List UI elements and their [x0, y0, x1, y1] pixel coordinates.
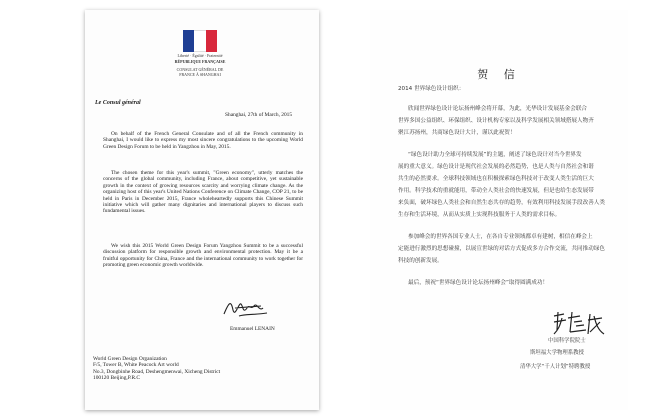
logo-republic: RÉPUBLIQUE FRANÇAISE: [174, 59, 226, 64]
para3-line2: 定能进行激烈的思想碰撞，以展宣世绿的对话方式促成多方合作交流，共同推动绿色: [398, 246, 605, 252]
letter-paragraph-3: We wish this 2015 World Green Design Forum Yangzhou Summit to be a successful discussion platform for responsible growth and environmental protection. May it be a fruitful opportunity for China, France and the international community to work together for promoting green economic growth worldwide.: [103, 243, 303, 269]
closing-line: 最后，预祝“世界绿色设计论坛扬州峰会”取得圆满成功！: [408, 280, 549, 286]
letter-paragraph-1: On behalf of the French General Consulate and of all the French community in Shanghai, I would like to express my most sincere congratulations to the upcoming World Green Design Forum to be held in Yangzhou in May, 2015.: [103, 131, 303, 150]
salutation: 2014 世界绿色设计组织：: [398, 86, 465, 92]
french-flag-icon: [183, 30, 217, 52]
para1-line1: 欣闻世界绿色设计论坛扬州峰会将开幕，为此，光华设计发展基金会联合: [408, 106, 588, 112]
address-line-2: F/5, Tower B, White Peacock Art world: [93, 362, 179, 369]
address-line-3: No.3, Dongbinhe Road, Deshengmenwai, Xicheng District: [93, 368, 221, 375]
letter-date: Shanghai, 27th of March, 2015: [225, 112, 293, 118]
logo-motto: Liberté · Égalité · Fraternité: [177, 53, 223, 58]
para1-line3: 聚江苏扬州，共商绿色设计大计，谨以此祝贺！: [398, 130, 516, 136]
letter-heading: Le Consul général: [95, 100, 141, 106]
chinese-handwritten-signature: [550, 308, 606, 338]
para2-line3: 共生的必然要求。全球科技领域也在积极探索绿色科技对于改变人类生活的巨大: [398, 176, 594, 182]
signer-title-1: 中国科学院院士: [548, 338, 586, 344]
para2-line5: 来负面，破坏绿色人类社会和自然生态共存的趋势，有效利用科技发展手段改善人类: [398, 200, 605, 206]
letter-title: 贺 信: [477, 68, 521, 81]
consulate-letter: [85, 10, 319, 410]
logo-consulate: CONSULAT GÉNÉRAL DE FRANCE À SHANGHAI: [176, 67, 224, 77]
para1-line2: 世界多国公益组织、环保组织、设计机构专家以及科学发展相关领域搭展人物齐: [398, 118, 594, 124]
signer-name: Emmanuel LENAIN: [230, 326, 275, 332]
para2-line2: 展的重大意义。绿色设计是现代社会发展的必然趋势，也是人类与自然社会和谐: [398, 164, 594, 170]
signer-title-3: 清华大学“千人计划”特聘教授: [520, 364, 591, 370]
para2-line6: 生存和生活环境，从而从实质上实现科技服务于人类的需求目标。: [398, 212, 561, 218]
handwritten-signature: [221, 296, 271, 320]
para3-line3: 科技的创新发展。: [398, 258, 443, 264]
address-line-1: World Green Design Organization: [93, 356, 167, 362]
signer-title-2: 斯坦福大学物理系教授: [530, 350, 584, 356]
congratulation-letter: [370, 10, 628, 410]
letter-paragraph-2: The chosen theme for this year's summit, "Green economy", utterly matches the concerns of the global community, including France, about competitive, yet sustainable growth in the context of growing resources scarcity and worrying climate change. As the organizing host of this year's United Nations Conference on Climate Change, COP 21, to be held in Paris in December 2015, France wholeheartedly supports this Chinese Summit initiative which will gather many dignitaries and international players to discuss such fundamental issues.: [103, 170, 303, 215]
para2-line4: 作用。科学技术的重就能用，带动全人类社会的快速发展，但是也给生态发展带: [398, 188, 594, 194]
para3-line1: 参加峰会的世界各国专业人士，在各自专业领域都卓有建树，相信在峰会上: [408, 234, 593, 240]
republique-francaise-logo: [170, 30, 230, 77]
para2-line1: “绿色设计助力全球可持续发展”的主题，阐述了绿色设计对当今世界发: [408, 152, 582, 158]
address-line-4: 100120 Beijing,P.R.C: [93, 375, 141, 382]
